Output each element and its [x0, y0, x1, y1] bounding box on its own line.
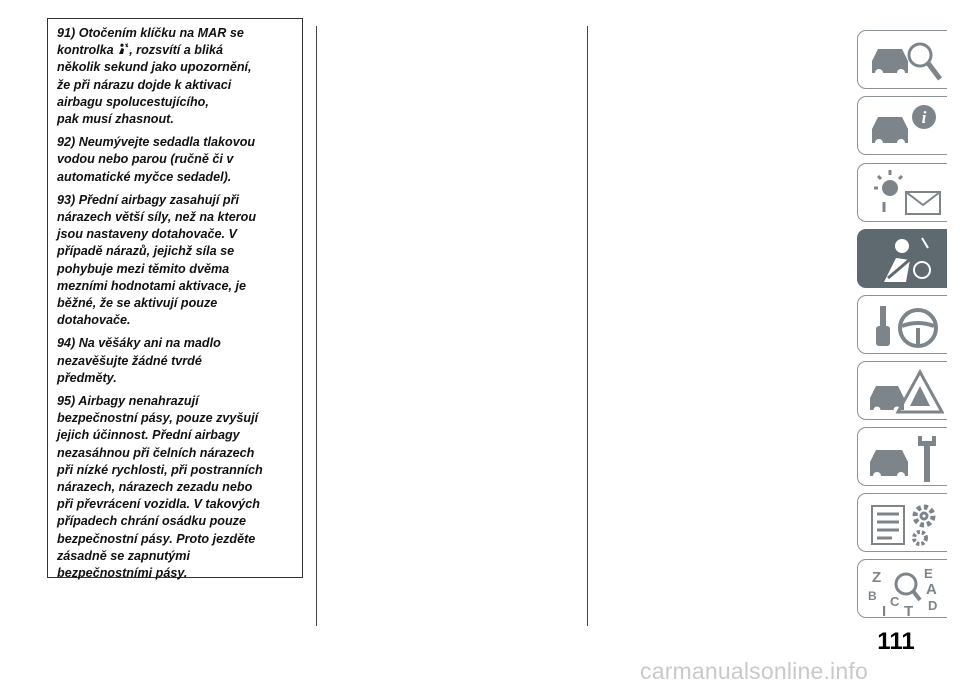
column-divider-2 [587, 26, 588, 626]
index-letter: E [924, 566, 933, 581]
warning-light-message-icon [866, 168, 944, 220]
note-94: 94) Na věšáky ani na madlo nezavěšujte žádné tvrdé předměty. [57, 336, 221, 385]
column-divider-1 [316, 26, 317, 626]
page-number: 111 [877, 628, 915, 655]
key-steering-wheel-icon [866, 300, 944, 352]
tab-safety[interactable] [857, 229, 947, 288]
specs-gear-icon [866, 498, 944, 550]
tab-knowing-the-car[interactable] [857, 30, 947, 89]
tab-index[interactable] [857, 559, 947, 618]
svg-text:i: i [921, 108, 927, 127]
passenger-airbag-warning-icon [117, 43, 129, 55]
index-letter: C [890, 594, 900, 609]
tab-starting-driving[interactable] [857, 295, 947, 354]
index-letter: D [928, 598, 938, 613]
index-letter: T [904, 603, 914, 616]
note-91: 91) Otočením klíčku na MAR se kontrolka , rozsvítí a bliká několik sekund jako upozornění, že při nárazu dojde k aktivaci airbagu spolucestujícího, pak musí zhasnout. [57, 26, 252, 127]
note-93: 93) Přední airbagy zasahují při nárazech větší síly, než na kterou jsou nastaveny dotahovače. V případě nárazů, jejichž síla se pohybuje mezi těmito dvěma mezními hodnotami aktivace, je běžné, že se aktivují pouze dotahovače. [57, 192, 257, 328]
car-wrench-icon [866, 432, 944, 484]
tab-emergency[interactable] [857, 361, 947, 420]
watermark: carmanualsonline.info [640, 658, 868, 684]
tab-warning-lights[interactable] [857, 163, 947, 222]
index-letter: A [926, 581, 937, 598]
warning-notes-box [47, 18, 303, 581]
index-letter: I [882, 603, 887, 616]
tab-car-info[interactable] [857, 96, 947, 155]
seatbelt-airbag-icon [866, 234, 944, 286]
index-letter: B [868, 589, 877, 603]
note-95: 95) Airbagy nenahrazují bezpečnostní pásy, pouze zvyšují jejich účinnost. Přední airbagy nezasáhnou při čelních nárazech při nízké rychlosti, při postranních nárazech, nárazech zezadu nebo při převrácení vozidla. V takových případech chrání osádku pouze bezpečnostní pásy. Proto jezděte zásadně se zapnutými bezpečnostními pásy. [57, 394, 263, 581]
car-search-icon [866, 35, 944, 87]
note-92: 92) Neumývejte sedadla tlakovou vodou nebo parou (ručně či v automatické myčce sedadel). [57, 135, 256, 184]
index-search-icon [866, 564, 944, 616]
car-warning-triangle-icon [866, 366, 944, 418]
index-letter: Z [872, 569, 882, 586]
tab-servicing[interactable] [857, 427, 947, 486]
tab-technical-data[interactable] [857, 493, 947, 552]
car-info-icon [866, 101, 944, 153]
